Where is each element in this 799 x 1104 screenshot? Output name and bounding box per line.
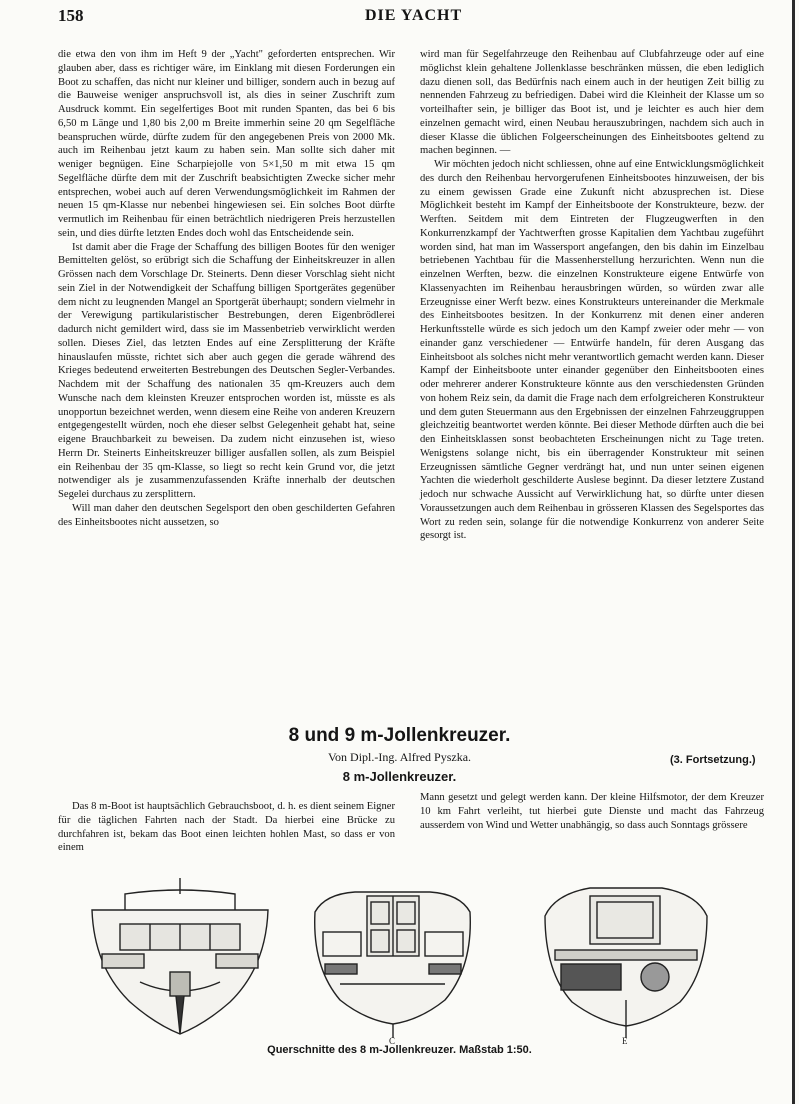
paragraph: die etwa den von ihm im Heft 9 der „Yacht" geforderten entsprechen. Wir glauben aber, dass es richtiger wäre, im Einklang mit diesen Forderungen ein Boot zu schaffen, das nicht nur kleiner und billiger, sondern auch in bezug auf die Bauweise weniger anspruchsvoll ist, als dies in seiner Zuschrift zum Ausdruck kommt. Ein segelfertiges Boot mit runden Spanten, das bei 6 bis 6,50 m Länge und 1,80 bis 2,00 m Breite immerhin seine 20 qm Segelfläche beanspruchen würde, dürfte zudem für den angegebenen Preis von 2000 Mk. auch im Reihenbau jetzt kaum zu haben sein. Man sollte sich daher mit weniger begnügen. Eine Scharpiejolle von 5×1,50 m mit etwa 15 qm Segelfläche dürfte dem mit der Zuschrift beabsichtigten Zwecke sicher mehr entsprechen, wobei auch auf deren Verwendungsmöglichkeit im Rahmen der neuen 15 qm-Klasse nur nebenbei hingewiesen sei. Ein solches Boot dürfte vermutlich im Reihenbau für einen beträchtlich niedrigeren Preis herzustellen sein, und dies dürfte letzten Endes doch wohl das Entscheidende sein.: [58, 49, 395, 239]
paragraph: Wir möchten jedoch nicht schliessen, ohne auf eine Entwicklungsmöglichkeit des durch den Reihenbau hervorgerufenen Einheitsbootes hinzuweisen, der bis zu einem gewissen Grade eine Zukunft nicht abzusprechen ist. Diese Möglichkeit besteht im Kampf der Einheitsboote der Konstrukteure, bezw. der Werften. Seitdem mit dem Eintreten der Flugzeugwerften in den Konkurrenzkampf der Yachtwerften grosse Kapitalien dem Yachtbau zugeführt worden sind, hat man im Wassersport angefangen, den bis dahin im Einzelbau betriebenen Yachtbau für die Massenherstellung herzurichten. Wenn nun die einzelnen Werften, bezw. die einzelnen Konstrukteure eigene Entwürfe von Klassenyachten im Reihenbau herausbringen würden, so würden zwar alle Erzeugnisse einer Werft bezw. eines Konstrukteurs untereinander die Merkmale des Einheitsbootes besitzen. In der Konkurrenz mit denen einer anderen Herkunftsstelle würde es sich jedoch um den Kampf zweier oder mehr — von einander ganz verschiedener — Entwürfe handeln, für deren Ausgang das Einheitsboot als solches nicht mehr verantwortlich gemacht werden kann. Dieser Kampf der Einheitsboote unter einander gegenüber den Einheitsbooten eines oder mehrerer anderer Konstrukteure könnte aus den verschiedensten Gründen von hohem Reiz sein, da damit die Frage nach dem erfolgreicheren Konstrukteur und dem guten Steuermann aus den Ergebnissen der einzelnen Fahrzeuggruppen gleichzeitig beantwortet werden könnte. Bei dieser Methode dürften auch die bei den Einheitsklassen sonst beobachteten Erscheinungen nicht zu Tage treten. Wenigstens solange nicht, bis ein überragender Konstrukteur mit seinen Erzeugnissen sämtliche Gegner verdrängt hat, und nun unter seinen eigenen Yachten die wiederholt geschilderte Auslese beginnt. Da dieser letztere Zustand jedoch nur schwache Aussicht auf Verwirklichung hat, so dürfte unter diesen Voraussetzungen auch dem Reihenbau in grösseren Klassen des Segelsportes das Wort zu reden sein, solange für die notwendige Konkurrenz von anderer Seite gesorgt ist.: [420, 159, 764, 542]
paragraph: wird man für Segelfahrzeuge den Reihenbau auf Clubfahrzeuge oder auf eine möglichst klein gehaltene Jollenklasse beschränken müssen, die eben lediglich dazu dienen soll, das Bedürfnis nach einem auch in der heutigen Zeit billig zu nennenden Fahrzeug zu befriedigen. Dabei wird die Kleinheit der Klasse um so vorteilhafter sein, je billiger das Boot ist, und je leichter es auch hier dem einzelnen gemacht wird, einen Neubau herauszubringen, nachdem sich auch in dieser Klasse die üblichen Folgeerscheinungen des Einheitsbootes geltend zu machen beginnen. —: [420, 49, 764, 157]
right-column: [420, 48, 764, 543]
article-right-column: [420, 791, 764, 832]
article-byline: Von Dipl.-Ing. Alfred Pyszka.: [327, 750, 472, 764]
cross-section-drawing-3: [535, 872, 717, 1047]
running-title: DIE YACHT: [365, 7, 463, 24]
continuation-note: (3. Fortsetzung.): [670, 754, 756, 766]
paragraph: Das 8 m-Boot ist hauptsächlich Gebrauchsboot, d. h. es dient seinem Eigner für die täglichen Fahrten nach der Stadt. Da hierbei eine Brücke zu durchfahren ist, bekam das Boot einen leichten hohlen Mast, so dass er von einem: [58, 801, 395, 854]
paragraph: Ist damit aber die Frage der Schaffung des billigen Bootes für den weniger Bemittelten gelöst, so erübrigt sich die Schaffung der Einheitskreuzer in allen Grössen nach dem Vorschlage Dr. Steinerts. Denn dieser Vorschlag sieht nicht sein Ziel in der Notwendigkeit der Schaffung billigen Sportgerätes gegenüber dem nicht zu leugnenden Mangel an Sportgerät überhaupt; sondern vielmehr in der Verewigung partikularistischer Bestrebungen, deren Eigenbrödlerei dadurch nicht gemildert wird, dass sie im Massenbetrieb verwirklicht werden sollen. Dieses Ziel, das letzten Endes auf eine Zersplitterung der Kräfte hinauslaufen müsste, richtet sich aber auch gegen die gerade während des Krieges bedeutend erweiterten Bestrebungen des Deutschen Segler-Verbandes. Nachdem mit der Schaffung des nationalen 35 qm-Kreuzers auch dem Wunsche nach dem kleinsten Kreuzer entsprochen worden ist, müsste es als unopportun bezeichnet werden, wenn diesem eine Reihe von anderen Kreuzern entgegengestellt würden, noch ehe dieser selbst Gelegenheit gehabt hat, seine eigene Brauchbarkeit zu beweisen. Da zudem nicht einzusehen ist, wieso Herrn Dr. Steinerts Einheitskreuzer billiger ausfallen sollen, als zum Beispiel ein Reihenbau der 35 qm-Klasse, so liegt so recht kein Grund vor, die jetzt notwendiger als je zusammenzufassenden Kräfte innerhalb der deutschen Segelei durchaus zu zersplittern.: [58, 241, 395, 500]
article-title: 8 und 9 m-Jollenkreuzer.: [288, 725, 511, 746]
section-label-c: C: [389, 1036, 396, 1046]
page-number: 158: [58, 6, 84, 25]
article-subtitle: 8 m-Jollenkreuzer.: [342, 769, 457, 784]
cross-section-drawing-1: [80, 872, 280, 1042]
article-left-column: [58, 800, 395, 855]
paragraph: Will man daher den deutschen Segelsport den oben geschilderten Gefahren des Einheitsbootes nicht aussetzen, so: [58, 502, 395, 528]
paragraph: Mann gesetzt und gelegt werden kann. Der kleine Hilfsmotor, der dem Kreuzer 10 km Fahrt verleiht, tut hierbei gute Dienste und macht das Fahrzeug ausserdem von Wind und Wetter unabhängig, so dass auch Sonntags grössere: [420, 792, 764, 831]
section-label-e: E: [622, 1036, 628, 1046]
page-edge-rule: [792, 0, 795, 1104]
cross-section-drawing-2: [305, 872, 480, 1047]
figure-caption: Querschnitte des 8 m-Jollenkreuzer. Maßstab 1:50.: [267, 1044, 532, 1056]
left-column: [58, 48, 395, 529]
